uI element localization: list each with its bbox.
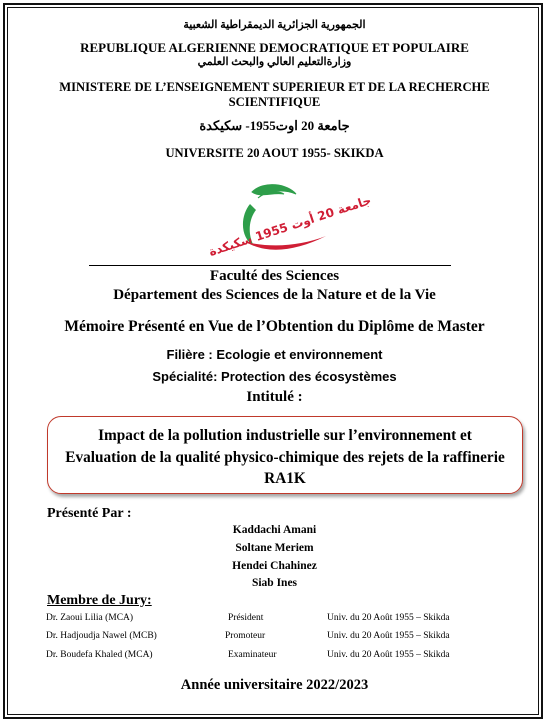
jury-member-name: Dr. Boudefa Khaled (MCA) [46, 650, 153, 660]
author-name: Hendei Chahinez [232, 560, 317, 572]
author-name: Kaddachi Amani [232, 524, 317, 536]
jury-member-role: Promoteur [225, 631, 266, 641]
republic-heading: REPUBLIQUE ALGERIENNE DEMOCRATIQUE ET POPULAIRE [80, 40, 469, 55]
thesis-title-line3: RA1K [264, 470, 306, 487]
jury-member-name: Dr. Hadjoudja Nawel (MCB) [46, 631, 157, 641]
thesis-title-line1: Impact de la pollution industrielle sur l’environnement et [98, 427, 472, 444]
degree-statement: Mémoire Présenté en Vue de l’Obtention du Diplôme de Master [64, 318, 485, 335]
ministry-heading-line1: MINISTERE DE L’ENSEIGNEMENT SUPERIEUR ET DE LA RECHERCHE [59, 80, 490, 94]
filiere: Filière : Ecologie et environnement [166, 347, 383, 362]
intitule-label: Intitulé : [246, 389, 303, 405]
academic-year: Année universitaire 2022/2023 [180, 677, 369, 693]
jury-member-role: Examinateur [228, 650, 277, 660]
specialite: Spécialité: Protection des écosystèmes [152, 369, 397, 384]
faculty-name: Faculté des Sciences [209, 268, 340, 284]
university-heading: UNIVERSITE 20 AOUT 1955- SKIKDA [165, 146, 384, 160]
jury-member-affiliation: Univ. du 20 Août 1955 – Skikda [327, 650, 450, 660]
arabic-university-heading: جامعة 20 اوت1955- سكيكدة [199, 118, 350, 133]
department-name: Département des Sciences de la Nature et de la Vie [113, 287, 436, 303]
arabic-republic-heading: الجمهورية الجزائرية الديمقراطية الشعبية [183, 19, 366, 31]
presented-by-label: Présenté Par : [47, 506, 132, 521]
university-logo-icon [207, 182, 373, 259]
jury-member-affiliation: Univ. du 20 Août 1955 – Skikda [327, 631, 450, 641]
author-name: Soltane Meriem [235, 542, 314, 554]
jury-member-affiliation: Univ. du 20 Août 1955 – Skikda [327, 613, 450, 623]
jury-label: Membre de Jury: [47, 593, 152, 608]
jury-member-role: Président [228, 613, 264, 623]
arabic-ministry-heading: وزارةالتعليم العالي والبحث العلمي [197, 56, 352, 68]
divider-line [89, 265, 451, 266]
jury-member-name: Dr. Zaoui Lilia (MCA) [46, 613, 134, 623]
thesis-title-line2: Evaluation de la qualité physico-chimique des rejets de la raffinerie [65, 449, 505, 466]
ministry-heading-line2: SCIENTIFIQUE [228, 95, 321, 109]
logo-text: جامعة 20 أوت 1955 سكيكدة [207, 193, 373, 259]
author-name: Siab Ines [251, 577, 298, 589]
